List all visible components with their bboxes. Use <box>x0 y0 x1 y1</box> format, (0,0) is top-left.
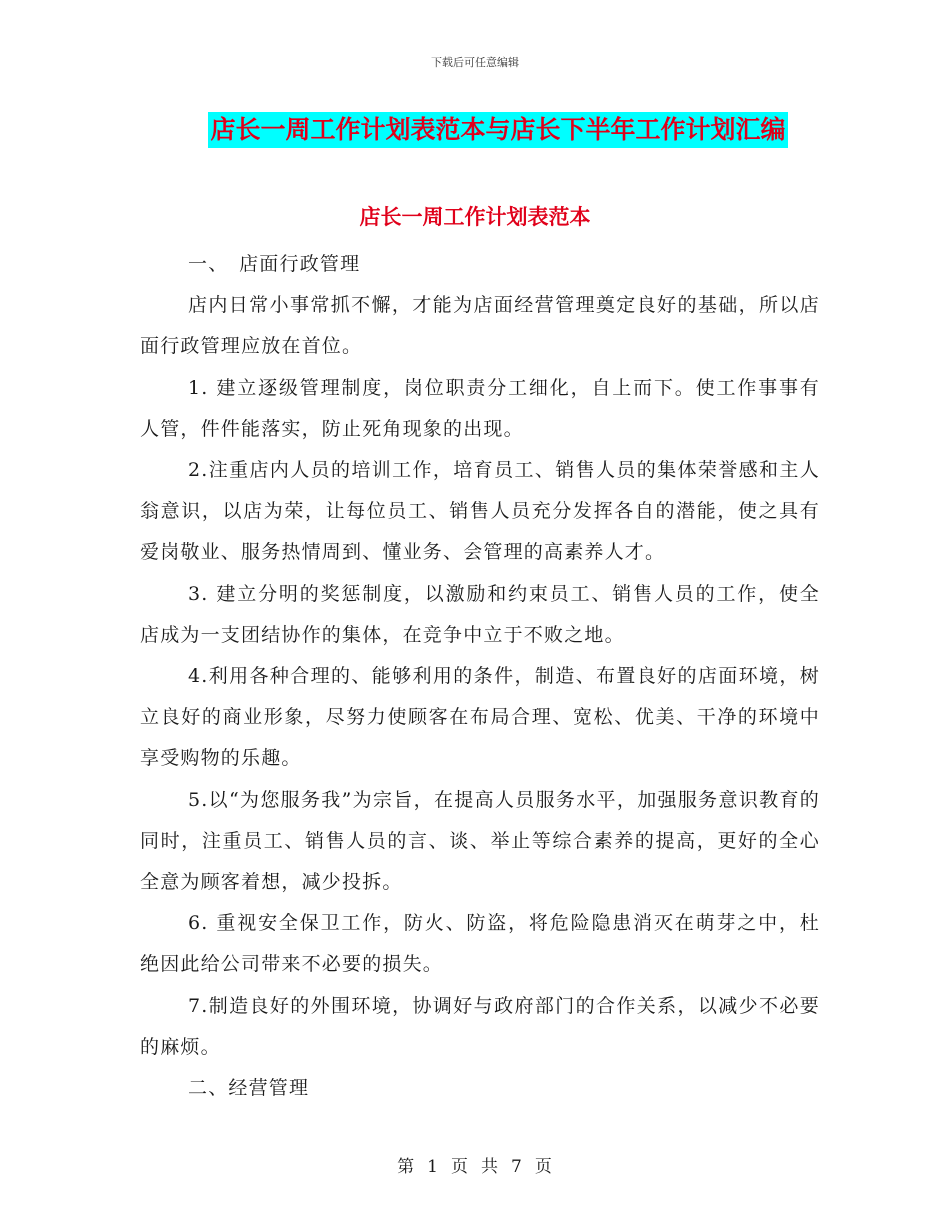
paragraph: 1. 建立逐级管理制度，岗位职责分工细化，自上而下。使工作事事有人管，件件能落实，防止死角现象的出现。 <box>140 376 820 440</box>
footer-total-pages: 7 <box>511 1157 523 1177</box>
footer-current-page: 1 <box>427 1157 439 1177</box>
paragraph: 6. 重视安全保卫工作，防火、防盗，将危险隐患消灭在萌芽之中，杜绝因此给公司带来不必要的损失。 <box>140 912 820 976</box>
footer-label-page: 第 <box>397 1157 416 1177</box>
paragraph-heading-2: 二、经营管理 <box>188 1077 310 1100</box>
paragraph: 2.注重店内人员的培训工作，培育员工、销售人员的集体荣誉感和主人翁意识，以店为荣，让每位员工、销售人员充分发挥各自的潜能，使之具有爱岗敬业、服务热情周到、懂业务、会管理的高素养人才。 <box>140 459 820 564</box>
paragraph: 店内日常小事常抓不懈，才能为店面经营管理奠定良好的基础，所以店面行政管理应放在首位。 <box>140 294 820 358</box>
footer-label-unit: 页 <box>451 1157 469 1177</box>
paragraph: 5.以“为您服务我”为宗旨，在提高人员服务水平，加强服务意识教育的同时，注重员工、销售人员的言、谈、举止等综合素养的提高，更好的全心全意为顾客着想，减少投拆。 <box>140 788 820 894</box>
page-footer <box>0 1152 950 1177</box>
footer-label-total: 共 <box>481 1157 499 1177</box>
paragraph: 3. 建立分明的奖惩制度，以激励和约束员工、销售人员的工作，使全店成为一支团结协作的集体，在竞争中立于不败之地。 <box>140 582 820 646</box>
paragraph-heading-1: 一、 店面行政管理 <box>188 253 361 275</box>
document-body <box>140 244 820 1109</box>
document-title-container <box>0 112 950 148</box>
document-title: 店长一周工作计划表范本与店长下半年工作计划汇编 <box>208 112 787 148</box>
paragraph: 7.制造良好的外围环境，协调好与政府部门的合作关系，以减少不必要的麻烦。 <box>140 994 820 1058</box>
page-header-note: 下载后可任意编辑 <box>431 56 519 69</box>
paragraph: 4.利用各种合理的、能够利用的条件，制造、布置良好的店面环境，树立良好的商业形象，尽努力使顾客在布局合理、宽松、优美、干净的环境中享受购物的乐趣。 <box>140 665 820 770</box>
footer-label-unit-end: 页 <box>534 1157 553 1177</box>
section-title: 店长一周工作计划表范本 <box>359 205 591 229</box>
